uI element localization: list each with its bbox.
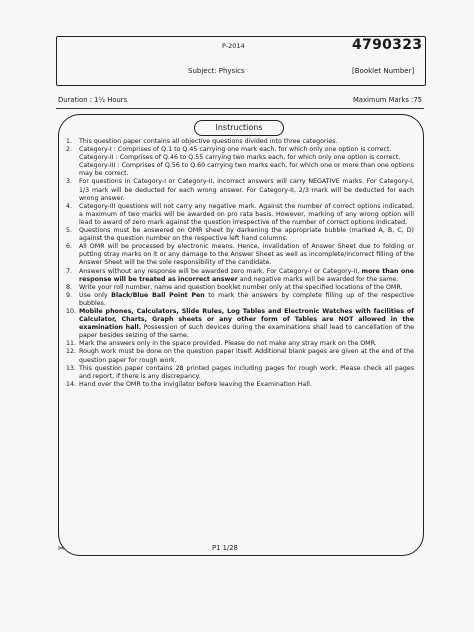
- instruction-number: 1.: [66, 138, 73, 145]
- instruction-line: Mobile phones, Calculators, Slide Rules, Log Tables and Electronic Watches with facilities of Calculator, Charts, Graph sheets or any other form of Tables are NOT allowed in the examination hall. Possession of such devices during the examinations shall lead to cancellation of the paper besides seizing of the same.: [79, 307, 414, 340]
- instruction-number: 12.: [66, 348, 77, 356]
- maximum-marks: Maximum Marks :75: [352, 96, 422, 104]
- instruction-text: [79, 292, 414, 308]
- instructions-title: Instructions: [194, 120, 284, 136]
- instruction-text: [79, 284, 414, 292]
- instruction-text: [79, 365, 414, 381]
- instruction-number: 9.: [66, 291, 73, 299]
- instruction-text: [79, 268, 414, 284]
- subject-label: Subject: Physics: [188, 67, 245, 75]
- instruction-item: [66, 178, 414, 202]
- instruction-line: This question paper contains 28 printed pages including pages for rough work. Please check all pages and report, if there is any discrepancy.: [79, 364, 414, 380]
- instruction-number: 14.: [66, 380, 77, 388]
- instruction-text: [79, 381, 414, 389]
- instruction-text: [79, 138, 414, 146]
- instruction-text: [79, 178, 414, 202]
- instruction-text: [79, 243, 414, 267]
- instruction-number: 5.: [66, 227, 73, 235]
- instruction-line: All OMR will be processed by electronic means. Hence, invalidation of Answer Sheet due to folding or putting stray marks on it or any damage to the Answer Sheet as well as incomplete/incorrect filling of the Answer Sheet will be the sole responsibility of the candidate.: [79, 243, 414, 267]
- booklet-number-label: [Booklet Number]: [352, 67, 415, 75]
- instruction-item: [66, 365, 414, 381]
- instruction-item: [66, 138, 414, 146]
- instruction-number: 8.: [66, 283, 73, 291]
- instruction-item: [66, 292, 414, 308]
- instruction-line: Category-II : Comprises of Q.46 to Q.55 carrying two marks each, for which only one option is correct.: [79, 154, 401, 162]
- instruction-line: This question paper contains all objective questions divided into three categories.: [79, 138, 338, 145]
- instruction-line: For questions in Category-I or Category-II, incorrect answers will carry NEGATIVE marks. For Category-I, 1/3 mark will be deducted for each wrong answer. For Category-II, 2/3 mark will be deducted for each wrong answer.: [79, 178, 414, 202]
- instruction-line: Answers without any response will be awarded zero mark. For Category-I or Category-II, more than one response will be treated as incorrect answer and negative marks will be awarded for the same.: [79, 267, 414, 283]
- instruction-line: Category-III questions will not carry any negative mark. Against the number of correct options indicated, a maximum of two marks will be awarded on pro rata basis. However, marking of any wrong option will lead to award of zero mark against the question irrespective of the number of correct options indicated.: [79, 202, 414, 226]
- instruction-text: [79, 348, 414, 364]
- page-number: P1 1/28: [212, 544, 238, 552]
- instruction-item: [66, 243, 414, 267]
- duration: Duration : 1½ Hours: [58, 96, 128, 104]
- instruction-line: Questions must be answered on OMR sheet by darkening the appropriate bubble (marked A, B, C, D) against the question number on the respective left hand columns.: [79, 227, 414, 243]
- instruction-line: Use only Black/Blue Ball Point Pen to mark the answers by complete filling up of the respective bubbles.: [79, 291, 414, 307]
- instruction-item: [66, 227, 414, 243]
- instruction-line: Mark the answers only in the space provided. Please do not make any stray mark on the OMR.: [79, 340, 377, 348]
- instruction-number: 6.: [66, 243, 73, 251]
- instruction-item: [66, 340, 414, 348]
- booklet-number: 4790323: [352, 37, 423, 53]
- instruction-item: [66, 203, 414, 227]
- instruction-text: [79, 340, 414, 348]
- instruction-number: 4.: [66, 202, 73, 210]
- instruction-text: [79, 227, 414, 243]
- instruction-number: 7.: [66, 267, 73, 275]
- instruction-number: 3.: [66, 178, 73, 186]
- instruction-item: [66, 308, 414, 340]
- header-divider: [56, 108, 424, 109]
- instruction-line: Category-I : Comprises of Q.1 to Q.45 carrying one mark each, for which only one option is correct.: [79, 146, 392, 154]
- scissor-icon: ✂: [58, 544, 65, 553]
- instruction-line: Rough work must be done on the question paper itself. Additional blank pages are given at the end of the question paper for rough work.: [79, 348, 414, 364]
- instruction-item: [66, 381, 414, 389]
- instruction-text: [79, 308, 414, 340]
- instruction-item: [66, 348, 414, 364]
- instruction-line: Hand over the OMR to the invigilator before leaving the Examination Hall.: [79, 380, 312, 388]
- instruction-line: Category-III : Comprises of Q.56 to Q.60 carrying two marks each, for which one or more than one options may be correct.: [79, 162, 414, 178]
- instruction-number: 2.: [66, 146, 73, 154]
- instruction-item: [66, 268, 414, 284]
- instruction-line: Write your roll number, name and question booklet number only at the specified locations of the OMR.: [79, 283, 403, 291]
- paper-code: P-2014: [222, 42, 245, 50]
- instruction-item: [66, 146, 414, 178]
- instruction-item: [66, 284, 414, 292]
- instruction-text: [79, 146, 414, 178]
- instruction-number: 10.: [66, 307, 77, 315]
- instructions-list: [66, 138, 414, 389]
- instruction-number: 13.: [66, 364, 77, 372]
- instruction-number: 11.: [66, 340, 77, 348]
- instruction-text: [79, 203, 414, 227]
